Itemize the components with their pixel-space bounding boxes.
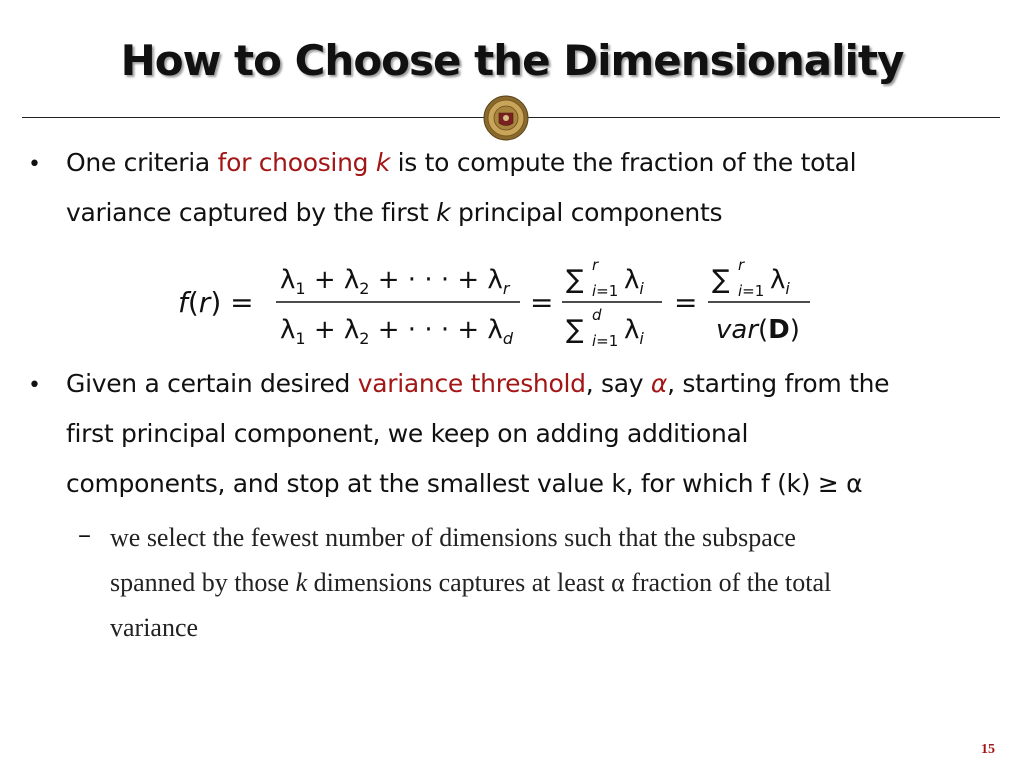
bullet-2-text-a: Given a certain desired	[66, 369, 358, 398]
bullet-2-text-b: , say	[585, 369, 651, 398]
bullet-2-line-2: first principal component, we keep on adding additional	[66, 419, 749, 448]
bullet-1-line-1	[66, 138, 856, 188]
bullet-1-line-2-a: variance captured by the first	[66, 198, 437, 227]
bullet-2-line-1	[66, 359, 889, 409]
sub-bullet-line-1: we select the fewest number of dimensions such that the subspace	[110, 523, 796, 552]
bullet-1-text-b: is to compute the fraction of the total	[390, 148, 857, 177]
svg-text:∑: ∑	[566, 265, 584, 295]
bullet-1-line-2-b: principal components	[450, 198, 723, 227]
bullet-2-dot: •	[28, 373, 41, 398]
bullet-1-k: k	[375, 148, 391, 177]
page-number: 15	[981, 742, 995, 757]
svg-text:λ1 + λ2 + · · · + λr: $\lambda_1 + \lambda_2$ + · · · + $\lambda_r$	[280, 265, 510, 298]
svg-text:∑: ∑	[712, 265, 730, 295]
svg-text:i=1: i=1	[592, 332, 619, 350]
sub-bullet-line-2	[110, 560, 831, 605]
sub-bullet-dash: –	[78, 520, 91, 550]
svg-text:=: =	[530, 286, 554, 319]
bullet-2-alpha: α	[650, 369, 668, 398]
svg-text:r: r	[592, 256, 599, 274]
bullet-1-text-a: One criteria	[66, 148, 218, 177]
svg-text:f(r) =: f(r) =	[178, 286, 254, 319]
svg-text:i=1: i=1	[738, 282, 765, 300]
sub-bullet-line-2-a: spanned by those	[110, 568, 296, 597]
slide-title: How to Choose the Dimensionality	[120, 36, 904, 85]
svg-text:λi: $\lambda_i$	[770, 265, 790, 298]
svg-text:λi: $\lambda_i$	[624, 315, 644, 348]
bullet-2-highlight: variance threshold	[357, 369, 586, 398]
university-seal-icon	[483, 95, 529, 141]
svg-text:λi: $\lambda_i$	[624, 265, 644, 298]
sub-bullet-line-2-k: k	[295, 568, 308, 597]
bullet-1-line-2	[66, 188, 722, 238]
bullet-2-text-c: , starting from the	[667, 369, 890, 398]
bullet-1-line-2-k: k	[436, 198, 451, 227]
svg-text:d: d	[592, 306, 602, 324]
variance-fraction-formula	[178, 252, 818, 352]
bullet-2-line-3: components, and stop at the smallest value k, for which f (k) ≥ α	[66, 469, 863, 498]
svg-text:var(D): var(D)	[716, 315, 800, 345]
sub-bullet-line-2-b: dimensions captures at least α fraction of the total	[307, 568, 832, 597]
svg-text:i=1: i=1	[592, 282, 619, 300]
bullet-1-dot: •	[28, 152, 41, 177]
bullet-1-highlight: for choosing	[217, 148, 376, 177]
svg-text:∑: ∑	[566, 315, 584, 345]
sub-bullet-line-3: variance	[110, 613, 199, 642]
svg-text:=: =	[674, 286, 698, 319]
svg-text:λ1 + λ2 + · · · + λd: $\lambda_1 + \lambda_2$ + · · · + $\lambda_d$	[280, 315, 513, 348]
svg-text:r: r	[738, 256, 745, 274]
